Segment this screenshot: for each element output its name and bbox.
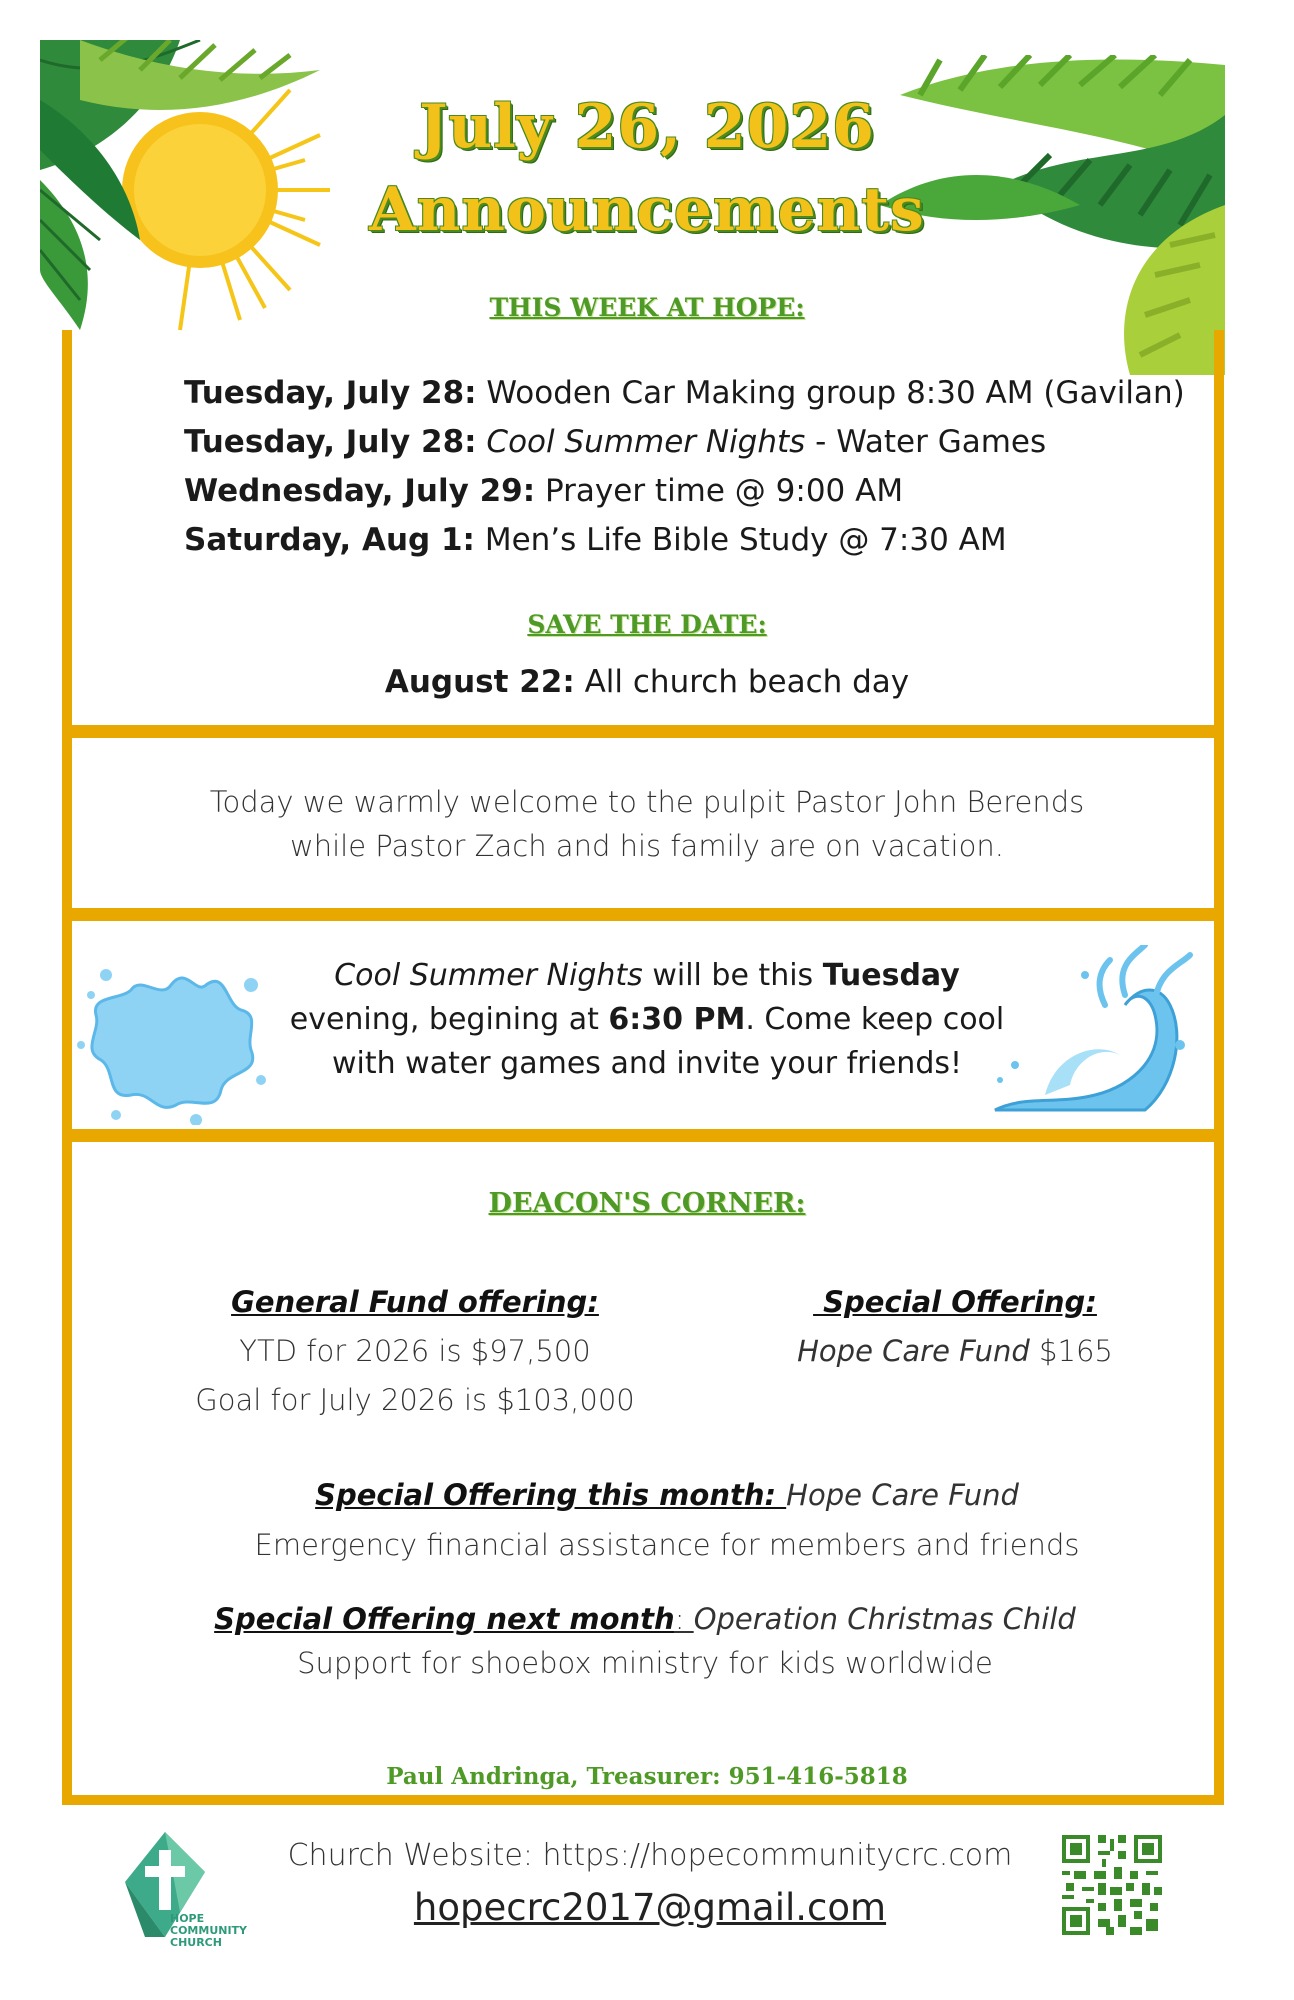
next-month-desc: Support for shoebox ministry for kids worldwide bbox=[297, 1646, 993, 1680]
cool-summer-time: 6:30 PM bbox=[608, 1002, 746, 1037]
deacons-corner-box bbox=[62, 1132, 1224, 1805]
this-week-heading: THIS WEEK AT HOPE: bbox=[489, 293, 805, 322]
cool-summer-text: . Come keep cool bbox=[745, 1002, 1005, 1037]
general-fund-heading: General Fund offering: bbox=[231, 1285, 599, 1319]
logo-text-line: HOPE bbox=[170, 1912, 205, 1925]
cool-summer-italic: Cool Summer Nights bbox=[334, 958, 643, 993]
welcome-box bbox=[62, 728, 1224, 918]
special-offering-amount: $165 bbox=[1029, 1334, 1113, 1368]
event-text: Wooden Car Making group 8:30 AM (Gavilan) bbox=[476, 375, 1185, 411]
event-text: Men’s Life Bible Study @ 7:30 AM bbox=[474, 522, 1007, 558]
general-fund-ytd: YTD for 2026 is $97,500 bbox=[239, 1334, 591, 1368]
event-text-italic: Cool Summer Nights bbox=[476, 424, 806, 460]
next-month-label: Special Offering next month bbox=[214, 1602, 675, 1636]
special-offering-amount-line bbox=[760, 1327, 1150, 1376]
cool-summer-line-2 bbox=[0, 1002, 1294, 1037]
event-item bbox=[184, 422, 1046, 462]
church-email-link[interactable]: hopecrc2017@gmail.com bbox=[413, 1886, 887, 1929]
cool-summer-line-3: with water games and invite your friends! bbox=[331, 1046, 963, 1081]
cool-summer-text: evening, begining at bbox=[289, 1002, 609, 1037]
event-item bbox=[184, 471, 903, 511]
cool-summer-text: will be this bbox=[642, 958, 823, 993]
this-month-fund: Hope Care Fund bbox=[786, 1478, 1019, 1512]
treasurer-line: Paul Andringa, Treasurer: 951-416-5818 bbox=[386, 1763, 908, 1790]
special-offering-column bbox=[760, 1278, 1150, 1376]
event-day: Tuesday, July 28: bbox=[184, 375, 477, 411]
save-the-date-date: August 22: bbox=[384, 664, 575, 700]
special-offering-heading: Special Offering: bbox=[813, 1285, 1097, 1319]
qr-code-icon bbox=[1062, 1835, 1162, 1935]
this-month-desc: Emergency financial assistance for members and friends bbox=[254, 1528, 1080, 1562]
deacons-corner-heading: DEACON'S CORNER: bbox=[488, 1188, 806, 1219]
event-text: - Water Games bbox=[805, 424, 1047, 460]
general-fund-goal: Goal for July 2026 is $103,000 bbox=[195, 1383, 635, 1417]
cool-summer-day: Tuesday bbox=[822, 958, 960, 993]
next-month-line bbox=[0, 1602, 1292, 1636]
save-the-date-line bbox=[0, 664, 1294, 700]
page-title-announcements: Announcements bbox=[369, 175, 925, 245]
save-the-date-text: All church beach day bbox=[574, 664, 910, 700]
event-day: Saturday, Aug 1: bbox=[184, 522, 475, 558]
church-website[interactable]: Church Website: https://hopecommunitycrc.com bbox=[287, 1838, 1013, 1873]
event-item bbox=[184, 373, 1185, 413]
save-the-date-heading: SAVE THE DATE: bbox=[527, 610, 767, 639]
event-item bbox=[184, 520, 1007, 560]
page-title-date: July 26, 2026 bbox=[419, 92, 875, 162]
next-month-colon: : bbox=[674, 1602, 694, 1636]
logo-text-line: CHURCH bbox=[170, 1936, 222, 1949]
this-month-label: Special Offering this month: bbox=[315, 1478, 787, 1512]
event-text: Prayer time @ 9:00 AM bbox=[535, 473, 904, 509]
welcome-line-2: while Pastor Zach and his family are on vacation. bbox=[290, 829, 1004, 863]
special-offering-fund: Hope Care Fund bbox=[797, 1334, 1030, 1368]
general-fund-column bbox=[140, 1278, 690, 1425]
logo-text-line: COMMUNITY bbox=[170, 1924, 248, 1937]
cool-summer-line-1 bbox=[0, 958, 1294, 993]
event-day: Wednesday, July 29: bbox=[184, 473, 536, 509]
next-month-fund: Operation Christmas Child bbox=[693, 1602, 1076, 1636]
welcome-line-1: Today we warmly welcome to the pulpit Pastor John Berends bbox=[209, 785, 1085, 819]
this-month-line bbox=[20, 1478, 1294, 1512]
event-day: Tuesday, July 28: bbox=[184, 424, 477, 460]
